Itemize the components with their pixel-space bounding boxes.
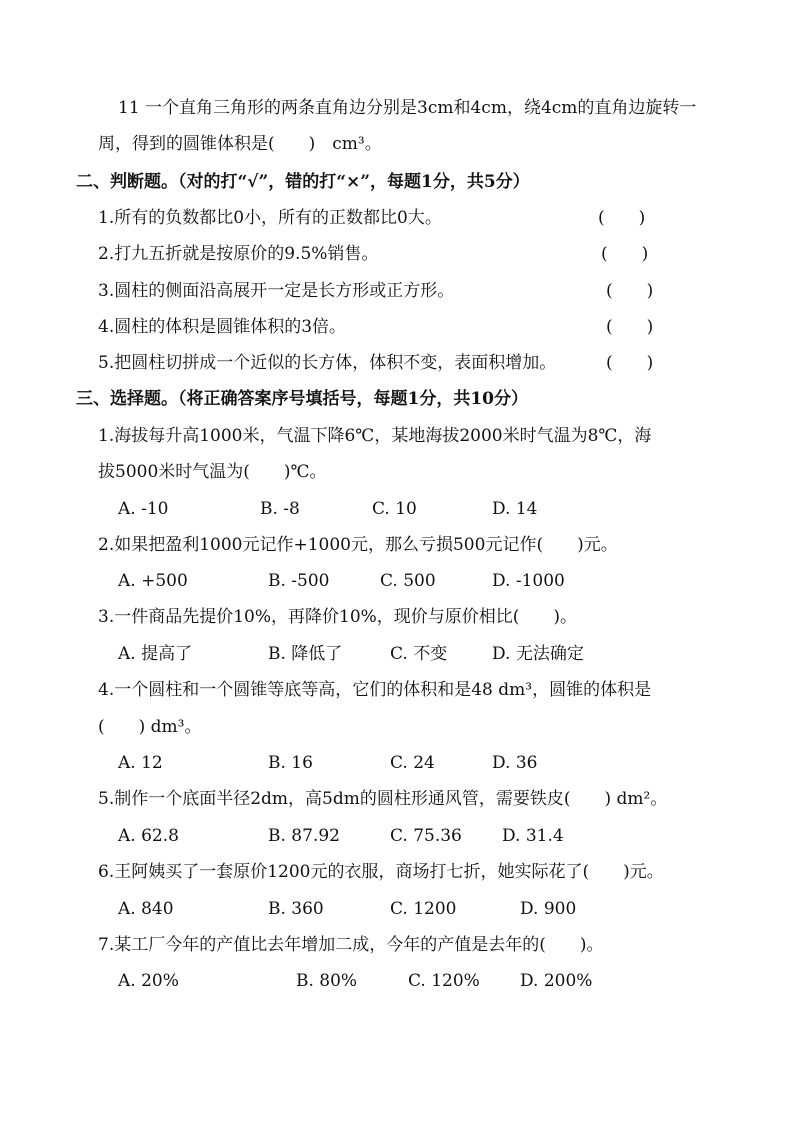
judge-item-4-paren: ( ) — [606, 317, 654, 337]
q3-option-d[interactable]: D. 无法确定 — [492, 644, 584, 664]
judge-item-2-paren: ( ) — [601, 244, 649, 264]
q4-option-c[interactable]: C. 24 — [390, 753, 435, 773]
q1-option-b[interactable]: B. -8 — [260, 499, 300, 519]
judge-item-3: 3.圆柱的侧面沿高展开一定是长方形或正方形。 — [98, 281, 455, 301]
question-11-line-2: 周，得到的圆锥体积是( ) cm³。 — [98, 134, 382, 154]
q6-option-d[interactable]: D. 900 — [520, 899, 577, 919]
q6-option-c[interactable]: C. 1200 — [390, 899, 457, 919]
judge-item-1: 1.所有的负数都比0小，所有的正数都比0大。 — [98, 208, 442, 228]
q4-option-a[interactable]: A. 12 — [118, 753, 163, 773]
q1-option-a[interactable]: A. -10 — [118, 499, 169, 519]
q5-option-d[interactable]: D. 31.4 — [502, 826, 564, 846]
choice-question-3: 3.一件商品先提价10%，再降价10%，现价与原价相比( )。 — [98, 607, 578, 627]
q4-option-d[interactable]: D. 36 — [492, 753, 538, 773]
q1-option-c[interactable]: C. 10 — [372, 499, 417, 519]
q7-option-c[interactable]: C. 120% — [408, 971, 480, 991]
q7-option-b[interactable]: B. 80% — [296, 971, 358, 991]
q5-option-a[interactable]: A. 62.8 — [118, 826, 179, 846]
choice-question-6: 6.王阿姨买了一套原价1200元的衣服，商场打七折，她实际花了( )元。 — [98, 862, 664, 882]
q4-option-b[interactable]: B. 16 — [268, 753, 313, 773]
judge-item-5-paren: ( ) — [606, 353, 654, 373]
choice-question-1-line-2: 拔5000米时气温为( )℃。 — [98, 462, 327, 482]
choice-question-7: 7.某工厂今年的产值比去年增加二成，今年的产值是去年的( )。 — [98, 935, 604, 955]
judge-item-1-paren: ( ) — [598, 208, 646, 228]
q5-option-c[interactable]: C. 75.36 — [390, 826, 462, 846]
q6-option-b[interactable]: B. 360 — [268, 899, 324, 919]
q5-option-b[interactable]: B. 87.92 — [268, 826, 340, 846]
q2-option-c[interactable]: C. 500 — [380, 571, 436, 591]
choice-question-1-line-1: 1.海拔每升高1000米，气温下降6℃，某地海拔2000米时气温为8℃，海 — [98, 426, 652, 446]
section-2-heading: 二、判断题。（对的打“√”，错的打“×”，每题1分，共5分） — [76, 172, 530, 192]
q7-option-d[interactable]: D. 200% — [520, 971, 593, 991]
q2-option-a[interactable]: A. +500 — [118, 571, 188, 591]
judge-item-5: 5.把圆柱切拼成一个近似的长方体，体积不变，表面积增加。 — [98, 353, 557, 373]
q3-option-b[interactable]: B. 降低了 — [268, 644, 343, 664]
question-11-line-1: 11 一个直角三角形的两条直角边分别是3cm和4cm，绕4cm的直角边旋转一 — [118, 98, 697, 118]
q2-option-b[interactable]: B. -500 — [268, 571, 330, 591]
q6-option-a[interactable]: A. 840 — [118, 899, 174, 919]
choice-question-4-line-1: 4.一个圆柱和一个圆锥等底等高，它们的体积和是48 dm³，圆锥的体积是 — [98, 680, 652, 700]
choice-question-5: 5.制作一个底面半径2dm，高5dm的圆柱形通风管，需要铁皮( ) dm²。 — [98, 789, 668, 809]
choice-question-4-line-2: ( ) dm³。 — [98, 717, 202, 737]
q3-option-c[interactable]: C. 不变 — [390, 644, 448, 664]
q2-option-d[interactable]: D. -1000 — [492, 571, 565, 591]
choice-question-2: 2.如果把盈利1000元记作+1000元，那么亏损500元记作( )元。 — [98, 535, 618, 555]
section-3-heading: 三、选择题。（将正确答案序号填括号，每题1分，共10分） — [76, 389, 528, 409]
q7-option-a[interactable]: A. 20% — [118, 971, 179, 991]
judge-item-3-paren: ( ) — [606, 281, 654, 301]
q1-option-d[interactable]: D. 14 — [492, 499, 538, 519]
q3-option-a[interactable]: A. 提高了 — [118, 644, 193, 664]
judge-item-4: 4.圆柱的体积是圆锥体积的3倍。 — [98, 317, 347, 337]
judge-item-2: 2.打九五折就是按原价的9.5%销售。 — [98, 244, 379, 264]
